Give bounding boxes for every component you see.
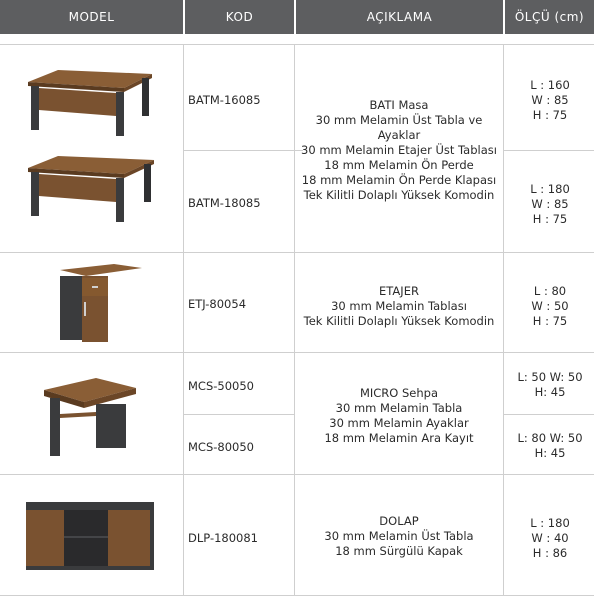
grid-line (183, 150, 303, 151)
size-line: L : 160 (530, 77, 570, 92)
size-line: H : 86 (532, 545, 568, 560)
size-etj-80054 (506, 282, 594, 330)
description-line: 30 mm Melamin Tabla (335, 401, 463, 415)
size-line: W : 85 (531, 92, 569, 107)
description-mcs (296, 384, 502, 448)
description-batm (296, 94, 502, 206)
code-batm-16085: BATM-16085 (188, 92, 261, 107)
etj-80054-cabinet-image (54, 262, 144, 346)
description-etj (296, 282, 502, 330)
code-mcs-50050: MCS-50050 (188, 378, 254, 393)
header-aciklama: AÇIKLAMA (296, 0, 503, 34)
size-line: W : 40 (531, 530, 569, 545)
description-line: 30 mm Melamin Etajer Üst Tablası (301, 142, 497, 157)
grid-line (294, 44, 295, 596)
description-line: ETAJER (379, 283, 419, 298)
size-line: H : 75 (532, 107, 568, 122)
description-line: 18 mm Sürgülü Kapak (335, 543, 463, 558)
size-line: L: 50 W: 50 (517, 370, 583, 384)
batm-16085-desk-image (24, 66, 156, 148)
grid-line (0, 595, 594, 596)
header-model: MODEL (0, 0, 183, 34)
header-olcu: ÖLÇÜ (cm) (505, 0, 594, 34)
size-line: W : 85 (531, 196, 569, 211)
description-line: 30 mm Melamin Üst Tabla (324, 528, 474, 543)
grid-line (0, 44, 594, 45)
dlp-180081-cupboard-image (22, 500, 158, 572)
description-line: DOLAP (379, 513, 419, 528)
grid-line (183, 44, 184, 596)
size-line: H: 45 (534, 446, 566, 460)
size-line: L : 80 (533, 283, 567, 298)
size-line: W : 50 (531, 298, 569, 313)
size-line: L : 180 (530, 515, 570, 530)
description-line: 18 mm Melamin Ön Perde (324, 157, 474, 172)
description-line: Tek Kilitli Dolaplı Yüksek Komodin (303, 187, 495, 202)
size-mcs-80050 (506, 430, 594, 462)
micro-coffee-table-image (40, 376, 140, 462)
code-dlp-180081: DLP-180081 (188, 530, 258, 545)
code-mcs-80050: MCS-80050 (188, 439, 254, 454)
size-line: H : 75 (532, 211, 568, 226)
grid-line (0, 252, 594, 253)
size-batm-16085 (506, 76, 594, 124)
size-mcs-50050 (506, 369, 594, 401)
description-dlp (296, 512, 502, 560)
description-line: 30 mm Melamin Tablası (331, 298, 467, 313)
size-line: H : 75 (532, 313, 568, 328)
description-line: 18 mm Melamin Ara Kayıt (324, 431, 474, 445)
batm-18085-desk-image (24, 152, 156, 232)
code-batm-18085: BATM-18085 (188, 195, 261, 210)
size-dlp-180081 (506, 514, 594, 562)
description-line: 30 mm Melamin Üst Tabla ve (315, 112, 483, 127)
header-kod: KOD (185, 0, 294, 34)
grid-line (0, 352, 594, 353)
code-etj-80054: ETJ-80054 (188, 296, 247, 311)
size-line: H: 45 (534, 385, 566, 399)
description-line: Tek Kilitli Dolaplı Yüksek Komodin (303, 313, 495, 328)
size-batm-18085 (506, 180, 594, 228)
size-line: L: 80 W: 50 (517, 431, 583, 445)
description-line: 18 mm Melamin Ön Perde Klapası (301, 172, 497, 187)
grid-line (183, 414, 294, 415)
grid-line (503, 150, 594, 151)
grid-line (503, 414, 594, 415)
description-line: BATI Masa (369, 97, 429, 112)
description-line: MICRO Sehpa (359, 386, 439, 400)
grid-line (503, 44, 504, 596)
description-line: Ayaklar (377, 127, 421, 142)
grid-line (0, 474, 594, 475)
description-line: 30 mm Melamin Ayaklar (329, 416, 469, 430)
size-line: L : 180 (530, 181, 570, 196)
